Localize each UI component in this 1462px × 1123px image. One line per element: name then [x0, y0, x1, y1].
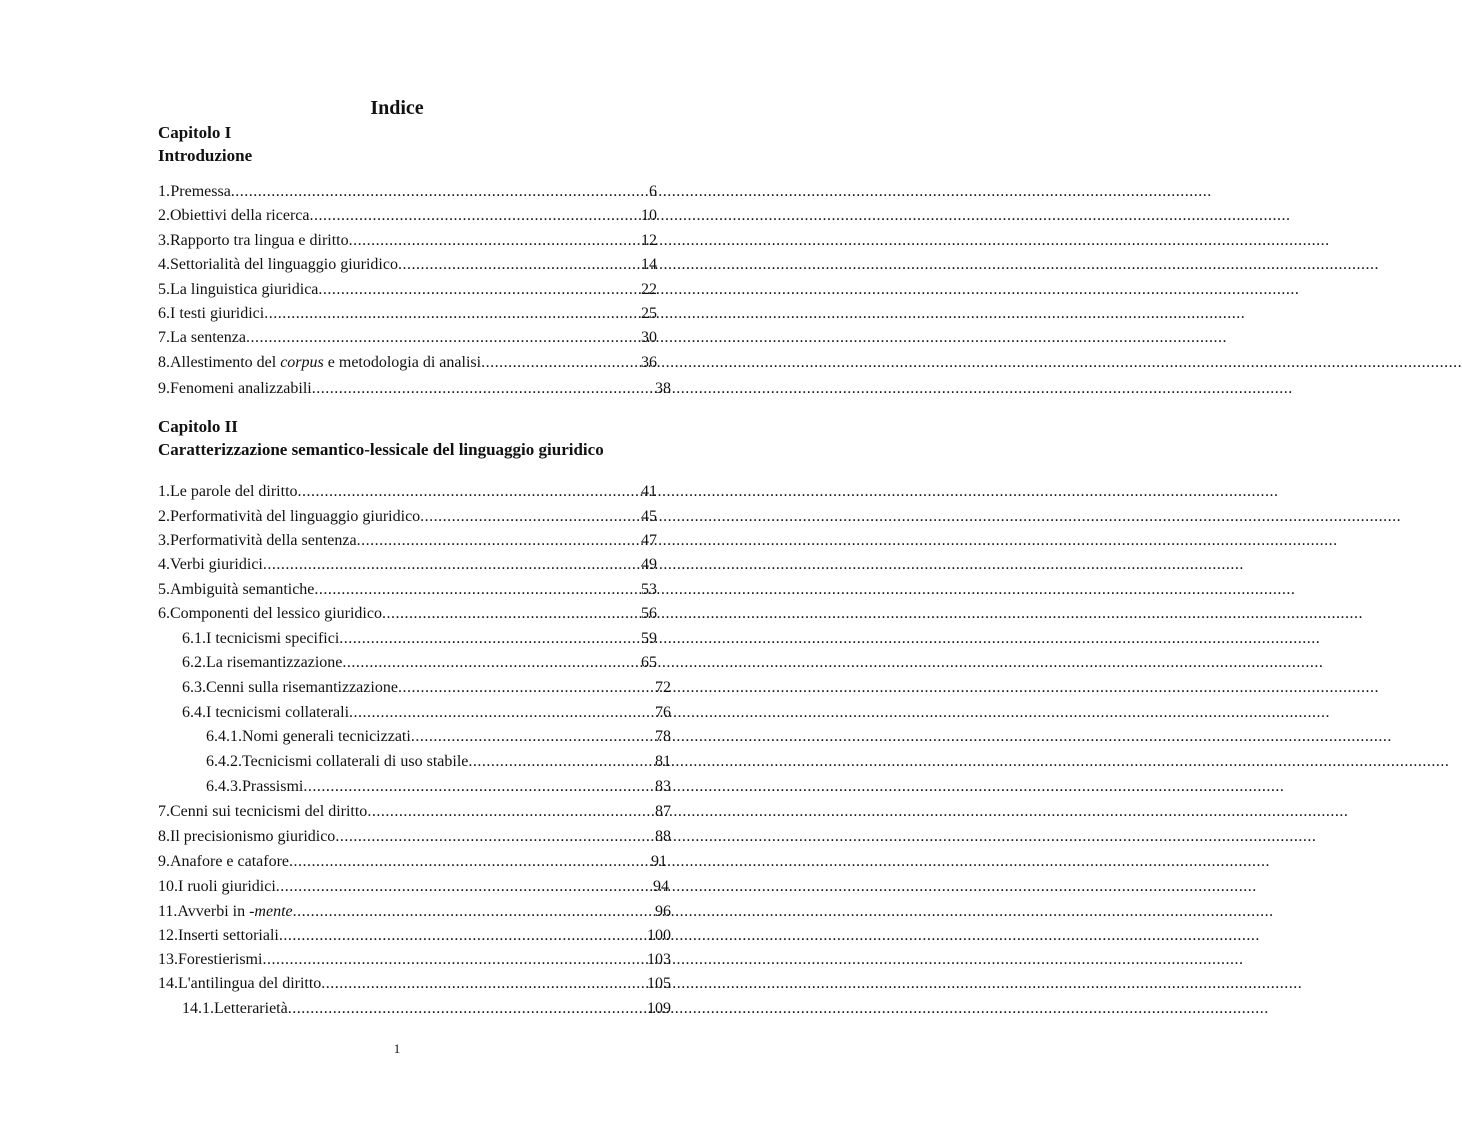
toc-entry-number: 8. — [158, 354, 170, 371]
chapter-subtitle: Introduzione — [158, 146, 253, 165]
dot-leader — [398, 676, 655, 700]
toc-entry-page: 100 — [647, 927, 671, 944]
toc-entry-page: 22 — [641, 281, 657, 298]
toc-entry-title: Fenomeni analizzabili — [170, 380, 312, 397]
toc-entry[interactable] — [182, 627, 657, 651]
toc-entry-title: Performatività della sentenza — [170, 532, 357, 549]
toc-entry-page: 45 — [641, 508, 657, 525]
toc-entry-page: 41 — [641, 483, 657, 500]
toc-entry-number: 1. — [158, 183, 170, 200]
toc-entry-page: 59 — [641, 630, 657, 647]
toc-entry-number: 1. — [158, 483, 170, 500]
toc-entry[interactable] — [158, 553, 657, 577]
toc-entry-number: 12. — [158, 927, 178, 944]
dot-leader — [303, 775, 655, 799]
toc-entry-title: I ruoli giuridici — [178, 878, 276, 895]
dot-leader — [481, 351, 641, 375]
toc-entry-number: 3. — [158, 532, 170, 549]
dot-leader — [231, 180, 649, 204]
toc-entry[interactable] — [206, 775, 671, 799]
dot-leader — [382, 602, 641, 626]
toc-entry-number: 6.4.2. — [206, 753, 242, 770]
toc-entry[interactable] — [158, 578, 657, 602]
toc-entry-number: 3. — [158, 232, 170, 249]
toc-entry-number: 7. — [158, 803, 170, 820]
toc-entry-page: 81 — [655, 753, 671, 770]
toc-entry-page: 91 — [651, 853, 667, 870]
dot-leader — [318, 278, 641, 302]
toc-entry[interactable] — [158, 204, 657, 228]
dot-leader — [349, 701, 655, 725]
toc-entry-number: 6.4.3. — [206, 778, 242, 795]
toc-entry-number: 9. — [158, 380, 170, 397]
toc-entry-page: 72 — [655, 679, 671, 696]
toc-entry[interactable] — [158, 505, 657, 529]
dot-leader — [342, 651, 641, 675]
toc-entry-title: Verbi giuridici — [170, 556, 263, 573]
dot-leader — [264, 302, 641, 326]
toc-entry-page: 87 — [655, 803, 671, 820]
toc-entry-page: 76 — [655, 704, 671, 721]
toc-entry-title: Anafore e catafore — [170, 853, 290, 870]
dot-leader — [349, 229, 641, 253]
toc-entry-number: 10. — [158, 878, 178, 895]
toc-entry[interactable] — [158, 302, 657, 326]
dot-leader — [293, 900, 655, 924]
toc-entry-title: Il precisionismo giuridico — [170, 828, 336, 845]
toc-entry-title: Settorialità del linguaggio giuridico — [170, 256, 398, 273]
toc-entry[interactable] — [158, 529, 657, 553]
toc-entry[interactable] — [158, 948, 671, 972]
toc-entry[interactable] — [158, 602, 657, 626]
toc-entry-number: 2. — [158, 207, 170, 224]
chapter-heading: Capitolo II — [158, 417, 238, 436]
toc-entry-number: 6.4. — [182, 704, 206, 721]
dot-leader — [468, 750, 655, 774]
toc-entry-page: 65 — [641, 654, 657, 671]
toc-entry-page: 109 — [647, 1000, 671, 1017]
toc-entry-title-part: e metodologia di analisi — [323, 354, 482, 371]
dot-leader — [312, 377, 655, 401]
toc-entry-title: La sentenza — [170, 329, 246, 346]
toc-entry-number: 6. — [158, 305, 170, 322]
toc-entry-title: Cenni sui tecnicismi del diritto — [170, 803, 368, 820]
toc-entry-number: 11. — [158, 903, 178, 920]
toc-entry-number: 6.4.1. — [206, 728, 242, 745]
toc-entry-page: 105 — [647, 975, 671, 992]
toc-entry-number: 5. — [158, 281, 170, 298]
dot-leader — [309, 204, 641, 228]
toc-entry-title — [177, 900, 292, 924]
toc-entry[interactable] — [158, 900, 671, 924]
toc-entry-title: Tecnicismi collaterali di uso stabile — [242, 753, 469, 770]
toc-entry[interactable] — [182, 997, 671, 1021]
toc-entry-page: 94 — [653, 878, 669, 895]
toc-entry-page: 10 — [641, 207, 657, 224]
toc-entry-page: 103 — [647, 951, 671, 968]
toc-entry-title — [170, 351, 481, 375]
toc-entry-number: 6.1. — [182, 630, 206, 647]
page-number: 1 — [393, 1041, 401, 1056]
toc-entry-number: 4. — [158, 256, 170, 273]
toc-entry-page: 47 — [641, 532, 657, 549]
toc-entry-title: Obiettivi della ricerca — [170, 207, 310, 224]
toc-entry-number: 6. — [158, 605, 170, 622]
dot-leader — [279, 924, 647, 948]
toc-entry[interactable] — [158, 924, 671, 948]
toc-entry-title-italic: -mente — [249, 903, 293, 920]
toc-entry-title: Prassismi — [242, 778, 304, 795]
toc-entry[interactable] — [182, 676, 671, 700]
dot-leader — [335, 825, 655, 849]
toc-entry-page: 25 — [641, 305, 657, 322]
toc-entry-page: 30 — [641, 329, 657, 346]
toc-entry[interactable] — [182, 651, 657, 675]
toc-entry[interactable] — [158, 326, 657, 350]
toc-entry-number: 4. — [158, 556, 170, 573]
toc-entry-page: 14 — [641, 256, 657, 273]
toc-entry-title: Premessa — [170, 183, 231, 200]
toc-entry-title: Letterarietà — [214, 1000, 288, 1017]
chapter-heading: Capitolo I — [158, 123, 232, 142]
dot-leader — [411, 725, 655, 749]
dot-leader — [298, 480, 641, 504]
toc-entry-page: 88 — [655, 828, 671, 845]
toc-entry-title: I testi giuridici — [170, 305, 265, 322]
dot-leader — [357, 529, 641, 553]
toc-entry-number: 8. — [158, 828, 170, 845]
toc-entry-title-part: Allestimento del — [170, 354, 281, 371]
toc-entry-page: 56 — [641, 605, 657, 622]
toc-entry-page: 96 — [655, 903, 671, 920]
chapter-subtitle: Caratterizzazione semantico-lessicale del linguaggio giuridico — [158, 440, 604, 459]
toc-entry-page: 38 — [655, 380, 671, 397]
toc-entry[interactable] — [158, 972, 671, 996]
toc-entry-page: 53 — [641, 581, 657, 598]
dot-leader — [263, 553, 641, 577]
toc-entry-number: 7. — [158, 329, 170, 346]
toc-entry-title: La linguistica giuridica — [170, 281, 319, 298]
toc-entry[interactable] — [158, 253, 657, 277]
toc-entry-page: 36 — [641, 354, 657, 371]
page-title: Indice — [370, 97, 424, 119]
toc-entry-number: 14. — [158, 975, 178, 992]
toc-entry-page: 78 — [655, 728, 671, 745]
toc-entry-number: 6.2. — [182, 654, 206, 671]
toc-entry-page: 6 — [649, 183, 657, 200]
toc-entry-number: 14.1. — [182, 1000, 214, 1017]
dot-leader — [321, 972, 647, 996]
toc-entry[interactable] — [158, 278, 657, 302]
toc-entry[interactable] — [206, 750, 671, 774]
toc-entry-title: Componenti del lessico giuridico — [170, 605, 382, 622]
dot-leader — [398, 253, 641, 277]
toc-entry-number: 5. — [158, 581, 170, 598]
toc-entry[interactable] — [158, 351, 657, 375]
dot-leader — [288, 997, 647, 1021]
toc-entry-title: Nomi generali tecnicizzati — [242, 728, 411, 745]
toc-entry[interactable] — [158, 800, 671, 824]
toc-entry-title: L'antilingua del diritto — [178, 975, 322, 992]
toc-entry[interactable] — [158, 825, 671, 849]
toc-entry[interactable] — [182, 701, 671, 725]
dot-leader — [339, 627, 641, 651]
toc-entry-title-part: Avverbi in — [177, 903, 250, 920]
toc-entry[interactable] — [158, 229, 657, 253]
toc-entry[interactable] — [158, 850, 667, 874]
dot-leader — [289, 850, 651, 874]
dot-leader — [276, 875, 653, 899]
toc-entry[interactable] — [158, 480, 657, 504]
toc-entry-title: Forestierismi — [178, 951, 263, 968]
dot-leader — [262, 948, 647, 972]
toc-entry-title: I tecnicismi specifici — [206, 630, 340, 647]
dot-leader — [367, 800, 655, 824]
toc-entry-title: Rapporto tra lingua e diritto — [170, 232, 349, 249]
toc-entry-page: 12 — [641, 232, 657, 249]
toc-entry-title: La risemantizzazione — [206, 654, 343, 671]
toc-entry[interactable] — [158, 180, 657, 204]
toc-entry-title: Le parole del diritto — [170, 483, 298, 500]
dot-leader — [314, 578, 641, 602]
toc-entry[interactable] — [158, 377, 671, 401]
dot-leader — [420, 505, 641, 529]
toc-entry-page: 49 — [641, 556, 657, 573]
toc-entry-title: Inserti settoriali — [178, 927, 279, 944]
toc-entry[interactable] — [206, 725, 671, 749]
toc-entry-number: 6.3. — [182, 679, 206, 696]
toc-entry-title: I tecnicismi collaterali — [206, 704, 350, 721]
toc-entry[interactable] — [158, 875, 669, 899]
toc-entry-title: Ambiguità semantiche — [170, 581, 315, 598]
toc-entry-number: 2. — [158, 508, 170, 525]
toc-entry-number: 9. — [158, 853, 170, 870]
toc-entry-title-italic: corpus — [280, 354, 324, 371]
toc-entry-title: Cenni sulla risemantizzazione — [206, 679, 398, 696]
dot-leader — [246, 326, 641, 350]
toc-entry-number: 13. — [158, 951, 178, 968]
toc-entry-title: Performatività del linguaggio giuridico — [170, 508, 421, 525]
toc-entry-page: 83 — [655, 778, 671, 795]
